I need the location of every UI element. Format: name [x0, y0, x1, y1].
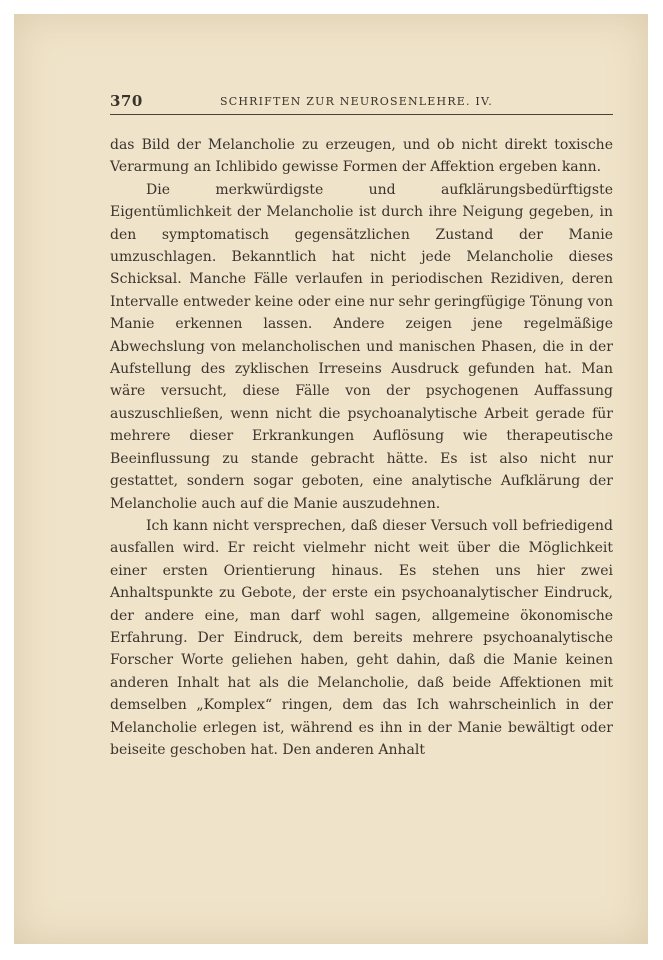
- page-number: 370: [110, 92, 143, 110]
- paragraph: Ich kann nicht versprechen, daß dieser Versuch voll befriedigend ausfallen wird. Er reicht vielmehr nicht weit über die Möglichkeit einer ersten Orientierung hinaus. Es stehen uns hier zwei Anhaltspunkte zu Gebote, der erste ein psychoanalytischer Eindruck, der andere eine, man darf wohl sagen, allgemeine ökonomische Erfahrung. Der Eindruck, dem bereits mehrere psychoanalytische Forscher Worte geliehen haben, geht dahin, daß die Manie keinen anderen Inhalt hat als die Melancholie, daß beide Affektionen mit demselben „Komplex“ ringen, dem das Ich wahrscheinlich in der Melancholie erlegen ist, während es ihn in der Manie bewältigt oder beiseite geschoben hat. Den anderen Anhalt: [110, 517, 613, 758]
- body-text: [110, 134, 613, 761]
- paragraph: Die merkwürdigste und aufklärungsbedürftigste Eigentümlichkeit der Melancholie ist durch ihre Neigung gegeben, in den symptomatisch gegensätzlichen Zustand der Manie umzuschlagen. Bekanntlich hat nicht jede Melancholie dieses Schicksal. Manche Fälle verlaufen in periodischen Rezidiven, deren Intervalle entweder keine oder eine nur sehr geringfügige Tönung von Manie erkennen lassen. Andere zeigen jene regelmäßige Abwechslung von melancholischen und manischen Phasen, die in der Aufstellung des zyklischen Irreseins Ausdruck gefunden hat. Man wäre versucht, diese Fälle von der psychogenen Auffassung auszuschließen, wenn nicht die psychoanalytische Arbeit gerade für mehrere dieser Erkrankungen Auflösung wie therapeutische Beeinflussung zu stande gebracht hätte. Es ist also nicht nur gestattet, sondern sogar geboten, eine analytische Aufklärung der Melancholie auch auf die Manie auszudehnen.: [110, 181, 613, 512]
- page-header: [110, 92, 613, 115]
- paragraph-continuation: das Bild der Melancholie zu erzeugen, und ob nicht direkt toxische Verarmung an Ichlibido gewisse Formen der Affektion ergeben kann.: [110, 137, 613, 176]
- running-head: SCHRIFTEN ZUR NEUROSENLEHRE. IV.: [220, 95, 493, 108]
